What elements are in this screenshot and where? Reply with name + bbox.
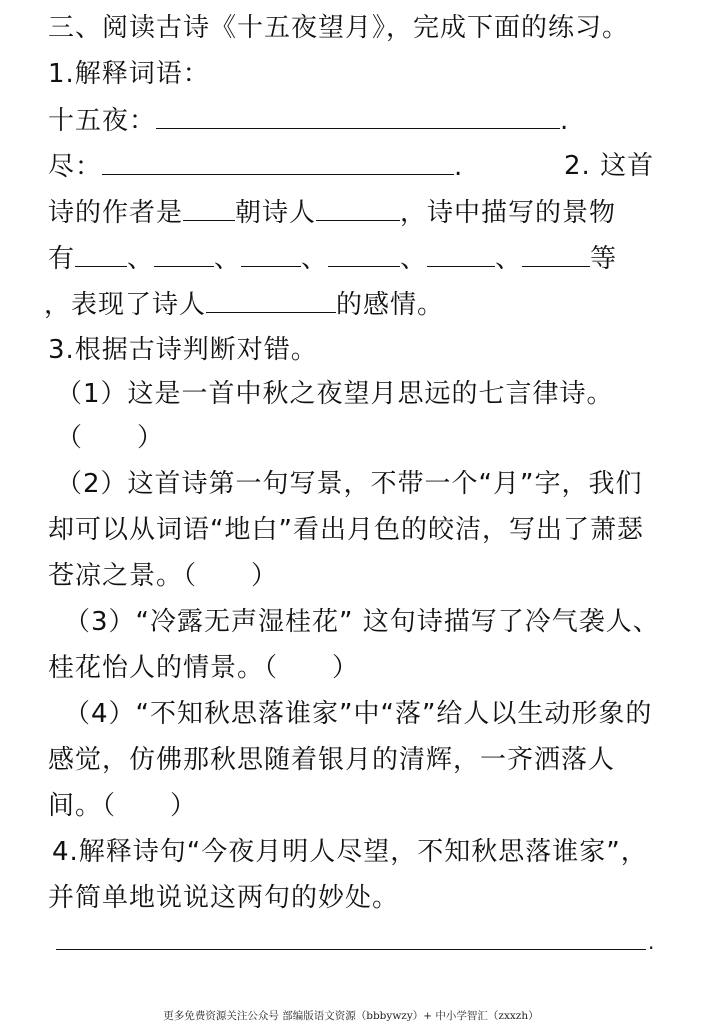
q2-line-a [48, 190, 616, 234]
q3-item4-line-b: 感觉，仿佛那秋思随着银月的清辉，一齐洒落人 [48, 745, 616, 775]
q3-item2-line-a: （2）这首诗第一句写景，不带一个“月”字，我们 [56, 469, 643, 499]
q2-text-deng: 等 [590, 244, 618, 274]
q3-item1: （1）这是一首中秋之夜望月思远的七言律诗。 [56, 379, 614, 409]
q2-sep-2: 、 [214, 244, 242, 274]
q2-blank-scene-5[interactable] [427, 236, 495, 267]
q3-heading: 3.根据古诗判断对错。 [48, 335, 318, 365]
q1-term1-blank[interactable] [156, 98, 560, 129]
q1-heading: 1.解释词语： [48, 59, 210, 89]
q2-blank-dynasty[interactable] [183, 190, 235, 221]
q3-item4-line-c: 间。（ ） [48, 791, 198, 821]
q2-blank-scene-2[interactable] [154, 236, 214, 267]
q3-item4-line-a: （4）“不知秋思落谁家”中“落”给人以生动形象的 [64, 699, 653, 729]
q2-text-author: 诗的作者是 [48, 198, 184, 228]
q3-item2-line-b: 却可以从词语“地白”看出月色的皎洁，写出了萧瑟 [48, 515, 644, 545]
q3-item2-line-c: 苍凉之景。（ ） [48, 561, 279, 591]
q4-answer-end-dot: . [648, 930, 655, 954]
q3-item1-answer-paren[interactable]: （ ） [56, 423, 165, 453]
q2-blank-poet[interactable] [316, 190, 400, 221]
q2-line-b [48, 236, 617, 280]
q2-text-poet: 朝诗人 [235, 198, 317, 228]
q1-term1-label: 十五夜： [48, 106, 157, 136]
q1-term2-period: . [454, 152, 464, 182]
q4-answer-line[interactable] [56, 949, 646, 950]
q1-term2-label: 尽： [48, 152, 103, 182]
q2-blank-scene-1[interactable] [75, 236, 127, 267]
q2-sep-1: 、 [127, 244, 155, 274]
q1-term1-line [48, 98, 569, 142]
q2-text-expresses: ，表现了诗人 [44, 290, 207, 320]
q2-blank-scene-4[interactable] [328, 236, 400, 267]
q2-text-feeling: 的感情。 [336, 290, 445, 320]
footer-note: 更多免费资源关注公众号 部编版语文资源（bbbywzy）+ 中小学智汇（zxxzh） [163, 1010, 539, 1022]
q2-text-scenery: ，诗中描写的景物 [400, 198, 617, 228]
q2-blank-scene-3[interactable] [241, 236, 301, 267]
section-title: 三、阅读古诗《十五夜望月》，完成下面的练习。 [48, 13, 630, 43]
q2-blank-feeling[interactable] [206, 282, 336, 313]
q3-item3-line-a: （3）“冷露无声湿桂花” 这句诗描写了冷气袭人、 [64, 607, 660, 637]
q2-sep-4: 、 [400, 244, 428, 274]
q4-line-b: 并简单地说说这两句的妙处。 [48, 883, 400, 913]
q2-line-c [44, 282, 444, 326]
q1-term1-period: . [560, 106, 570, 136]
q2-sep-3: 、 [301, 244, 329, 274]
q2-text-you: 有 [48, 244, 76, 274]
q1-term2-line [48, 144, 463, 188]
q2-intro: 2. 这首 [564, 151, 655, 181]
q4-line-a: 4.解释诗句“今夜月明人尽望，不知秋思落谁家”， [52, 837, 648, 867]
q3-item3-line-b: 桂花怡人的情景。（ ） [48, 653, 360, 683]
q2-blank-scene-6[interactable] [522, 236, 590, 267]
q1-term2-blank[interactable] [102, 144, 454, 175]
q2-sep-5: 、 [495, 244, 523, 274]
